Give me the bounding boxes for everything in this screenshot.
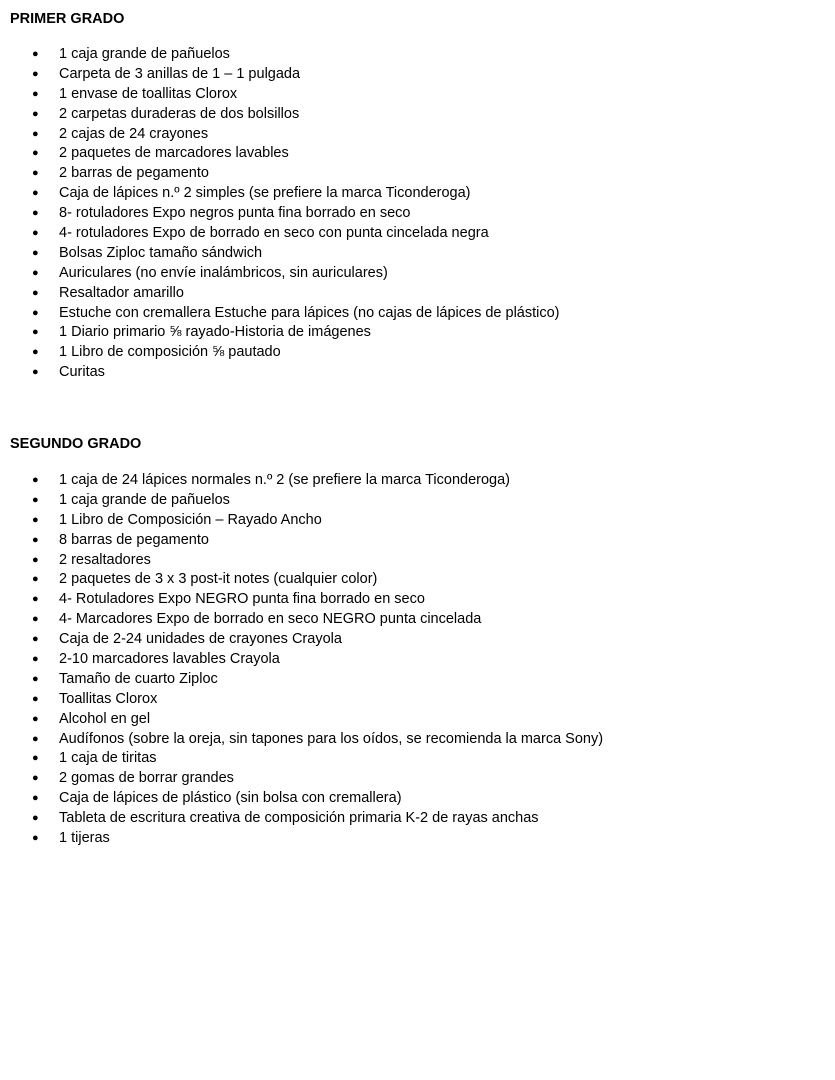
list-item-text: 2 cajas de 24 crayones: [59, 125, 209, 142]
bullet-icon: ●: [32, 306, 39, 319]
bullet-icon: ●: [32, 286, 39, 299]
list-item: [0, 590, 835, 610]
bullet-icon: ●: [32, 493, 39, 506]
list-item: [0, 531, 835, 551]
list-item-text: 1 caja de 24 lápices normales n.º 2 (se prefiere la marca Ticonderoga): [59, 472, 511, 488]
bullet-icon: ●: [32, 553, 39, 566]
list-item-text: 2 paquetes de marcadores lavables: [59, 145, 289, 162]
bullet-icon: ●: [32, 127, 39, 140]
list-item-text: Tamaño de cuarto Ziploc: [59, 670, 218, 687]
bullet-icon: ●: [32, 692, 39, 705]
list-item-text: 2-10 marcadores lavables Crayola: [59, 651, 280, 668]
list-item-text: 1 Libro de composición ⅝ pautado: [59, 344, 281, 361]
list-item: [0, 551, 835, 571]
bullet-icon: ●: [32, 613, 39, 626]
list-item-text: Alcohol en gel: [59, 710, 151, 727]
list-item-text: Auriculares (no envíe inalámbricos, sin auriculares): [59, 264, 388, 281]
list-item-text: 4- rotuladores Expo de borrado en seco con punta cincelada negra: [59, 225, 489, 242]
list-item-text: 1 envase de toallitas Clorox: [59, 85, 238, 102]
list-item: [0, 511, 835, 531]
supply-list-primer-grado: [0, 45, 835, 383]
list-item: [0, 809, 835, 829]
list-item: [0, 670, 835, 690]
bullet-icon: ●: [32, 346, 39, 359]
list-item: [0, 164, 835, 184]
list-item: [0, 264, 835, 284]
list-item-text: 4- Marcadores Expo de borrado en seco NEGRO punta cincelada: [59, 611, 482, 628]
list-item: [0, 570, 835, 590]
list-item-text: 4- Rotuladores Expo NEGRO punta fina borrado en seco: [59, 591, 425, 608]
list-item: [0, 650, 835, 670]
section-title-primer-grado: PRIMER GRADO: [10, 11, 125, 27]
list-item-text: Caja de lápices de plástico (sin bolsa con cremallera): [59, 790, 402, 807]
list-item: [0, 304, 835, 324]
list-item-text: 1 Diario primario ⅝ rayado-Historia de imágenes: [59, 324, 371, 341]
list-item-text: Toallitas Clorox: [59, 690, 158, 707]
list-item-text: Audífonos (sobre la oreja, sin tapones para los oídos, se recomienda la marca Sony): [59, 730, 604, 747]
bullet-icon: ●: [32, 87, 39, 100]
list-item-text: 2 resaltadores: [59, 551, 151, 568]
list-item-text: Caja de 2-24 unidades de crayones Crayola: [59, 631, 342, 648]
list-item: [0, 45, 835, 65]
list-item: [0, 829, 835, 849]
list-item-text: Curitas: [59, 364, 105, 381]
list-item: [0, 610, 835, 630]
bullet-icon: ●: [32, 513, 39, 526]
list-item: [0, 125, 835, 145]
list-item: [0, 244, 835, 264]
bullet-icon: ●: [32, 48, 39, 60]
list-item: [0, 471, 835, 491]
list-item-text: Tableta de escritura creativa de composición primaria K-2 de rayas anchas: [59, 810, 539, 827]
bullet-icon: ●: [32, 67, 39, 80]
list-item: [0, 284, 835, 304]
bullet-icon: ●: [32, 653, 39, 666]
list-item: [0, 343, 835, 363]
list-item: [0, 144, 835, 164]
list-item-text: 1 caja de tiritas: [59, 750, 157, 767]
bullet-icon: ●: [32, 227, 39, 240]
bullet-icon: ●: [32, 712, 39, 725]
bullet-icon: ●: [32, 752, 39, 765]
section-title-segundo-grado: SEGUNDO GRADO: [10, 436, 142, 452]
bullet-icon: ●: [32, 573, 39, 586]
bullet-icon: ●: [32, 792, 39, 805]
bullet-icon: ●: [32, 246, 39, 259]
bullet-icon: ●: [32, 266, 39, 279]
list-item: [0, 789, 835, 809]
bullet-icon: ●: [32, 672, 39, 685]
bullet-icon: ●: [32, 366, 39, 379]
list-item-text: 2 gomas de borrar grandes: [59, 770, 234, 787]
supply-list-segundo-grado: [0, 471, 835, 849]
list-item-text: Bolsas Ziploc tamaño sándwich: [59, 244, 263, 261]
bullet-icon: ●: [32, 812, 39, 825]
list-item: [0, 710, 835, 730]
list-item: [0, 491, 835, 511]
list-item: [0, 184, 835, 204]
bullet-icon: ●: [32, 187, 39, 200]
list-item-text: Resaltador amarillo: [59, 284, 184, 301]
bullet-icon: ●: [32, 474, 39, 486]
bullet-icon: ●: [32, 593, 39, 606]
list-item: [0, 630, 835, 650]
list-item: [0, 105, 835, 125]
bullet-icon: ●: [32, 732, 39, 745]
list-item-text: 1 caja grande de pañuelos: [59, 491, 230, 508]
bullet-icon: ●: [32, 326, 39, 339]
list-item: [0, 224, 835, 244]
list-item: [0, 363, 835, 383]
list-item-text: 1 tijeras: [59, 830, 110, 847]
list-item: [0, 730, 835, 750]
list-item-text: Estuche con cremallera Estuche para lápices (no cajas de lápices de plástico): [59, 304, 560, 321]
bullet-icon: ●: [32, 167, 39, 180]
list-item-text: 8- rotuladores Expo negros punta fina borrado en seco: [59, 205, 411, 222]
list-item-text: 2 paquetes de 3 x 3 post-it notes (cualquier color): [59, 571, 378, 588]
list-item: [0, 85, 835, 105]
bullet-icon: ●: [32, 772, 39, 785]
list-item: [0, 769, 835, 789]
bullet-icon: ●: [32, 107, 39, 120]
list-item-text: 2 carpetas duraderas de dos bolsillos: [59, 105, 300, 122]
list-item: [0, 690, 835, 710]
list-item-text: 8 barras de pegamento: [59, 531, 209, 548]
bullet-icon: ●: [32, 533, 39, 546]
list-item-text: 1 caja grande de pañuelos: [59, 46, 230, 62]
bullet-icon: ●: [32, 633, 39, 646]
list-item: [0, 204, 835, 224]
list-item-text: 1 Libro de Composición – Rayado Ancho: [59, 511, 322, 528]
list-item-text: Caja de lápices n.º 2 simples (se prefiere la marca Ticonderoga): [59, 185, 471, 202]
list-item-text: Carpeta de 3 anillas de 1 – 1 pulgada: [59, 65, 301, 82]
bullet-icon: ●: [32, 147, 39, 160]
bullet-icon: ●: [32, 207, 39, 220]
list-item: [0, 65, 835, 85]
bullet-icon: ●: [32, 832, 39, 845]
list-item-text: 2 barras de pegamento: [59, 165, 209, 182]
list-item: [0, 323, 835, 343]
list-item: [0, 749, 835, 769]
